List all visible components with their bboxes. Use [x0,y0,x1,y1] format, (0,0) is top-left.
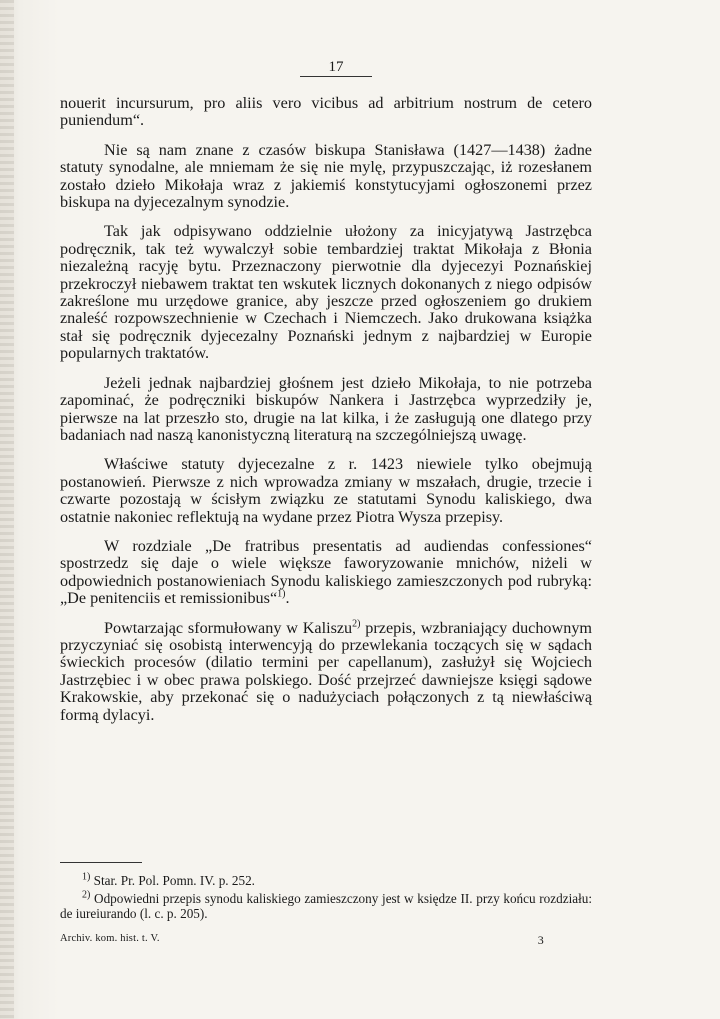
paragraph-7-text-before: Powtarzając sformułowany w Kaliszu [104,618,353,637]
paragraph-6-text: W rozdziale „De fratribus presentatis ad audiendas confessiones“ spostrzedz się daje o wiele większe faworyzowanie mnichów, niżeli w odpowiednich postanowieniach Synodu kaliskiego zamieszczonych pod rubryką: „De penitenciis et remissionibus“ [60,536,592,608]
paragraph-1: nouerit incursurum, pro aliis vero vicibus ad arbitrium nostrum de cetero puniendum“. [60,94,592,130]
page-number: 17 [300,58,372,77]
page-footer [60,933,592,948]
signature-mark: 3 [537,933,544,947]
footnote-2: $^{2)}$ Odpowiedni przepis synodu kaliskiego zamieszczony jest w księdze II. przy końcu rozdziału: de iureiurando (l. c. p. 205). [60,889,593,921]
page-gutter-edge [0,0,14,1019]
main-text [60,95,592,736]
paragraph-2: Nie są nam znane z czasów biskupa Stanisława (1427—1438) żadne statuty synodalne, ale mniemam że się nie mylę, przypuszczając, iż rozesłanem zostało dzieło Mikołaja wraz z jakiemiś konstytucyjami ogłoszonemi przez biskupa na dyjecezalnym synodzie. [60,140,592,212]
footnote-1: $^{1)}$ Star. Pr. Pol. Pomn. IV. p. 252. [82,871,255,888]
paragraph-7-text-after: przepis, wzbraniający duchownym przyczyniać się osobistą interwencyją do przewlekania toczących się w sądach świeckich procesów (dilatio termini per capellanum), zasłużył się Wojciech Jastrzębiec i w obec prawa polskiego. Dość przejrzeć dawniejsze księgi sądowe Krakowskie, aby przekonać się o nadużyciach połączonych z tą niewłaściwą formą dylacyi. [60,618,592,724]
footnotes [60,873,592,924]
footnote-separator [60,862,142,863]
paragraph-7 [60,620,592,724]
paragraph-4: Jeżeli jednak najbardziej głośnem jest dzieło Mikołaja, to nie potrzeba zapominać, że podręczniki biskupów Nankera i Jastrzębca wyprzedziły je, pierwsze na lat przeszło sto, drugie na lat kilka, i że zasługują one dlatego przy badaniach nad naszą kanonistyczną literaturą na szczególniejszą uwagę. [60,373,592,444]
paragraph-6: W rozdziale „De fratribus presentatis ad audiendas confessiones“ spostrzedz się daje o wiele większe faworyzowanie mnichów, niżeli w odpowiednich postanowieniach Synodu kaliskiego zamieszczonych pod rubryką: „De penitenciis et remissionibus“$^{1)}$. [60,536,592,608]
footnote-ref-2[interactable]: 2) [352,618,361,630]
paragraph-5: Właściwe statuty dyjecezalne z r. 1423 niewiele tylko obejmują postanowień. Pierwsze z nich wprowadza zmiany w mszałach, drugie, trzecie i czwarte pozostają w ścisłym związku ze statutami Synodu kaliskiego, dwa ostatnie nakoniec reflektują na wydane przez Piotra Wysza przepisy. [60,455,592,526]
paragraph-3: Tak jak odpisywano oddzielnie ułożony za inicyjatywą Jastrzębca podręcznik, tak też wywalczył sobie tembardziej traktat Mikołaja z Błonia niezależną racyję bytu. Przeznaczony pierwotnie dla dyjecezyi Poznańskiej przekroczył niebawem traktat ten wskutek licznych dokonanych z niego odpisów zakreślone mu urzędowe granice, aby jeszcze przed ogłoszeniem go drukiem znaleść rozpowszechnienie w Czechach i Niemczech. Jako drukowana książka stał się podręcznik dyjecezalny Poznański jednym z najbardziej w Europie popularnych traktatów. [60,222,592,363]
journal-reference: Archiv. kom. hist. t. V. [60,933,160,944]
footnote-ref-1[interactable]: 1) [277,588,286,600]
